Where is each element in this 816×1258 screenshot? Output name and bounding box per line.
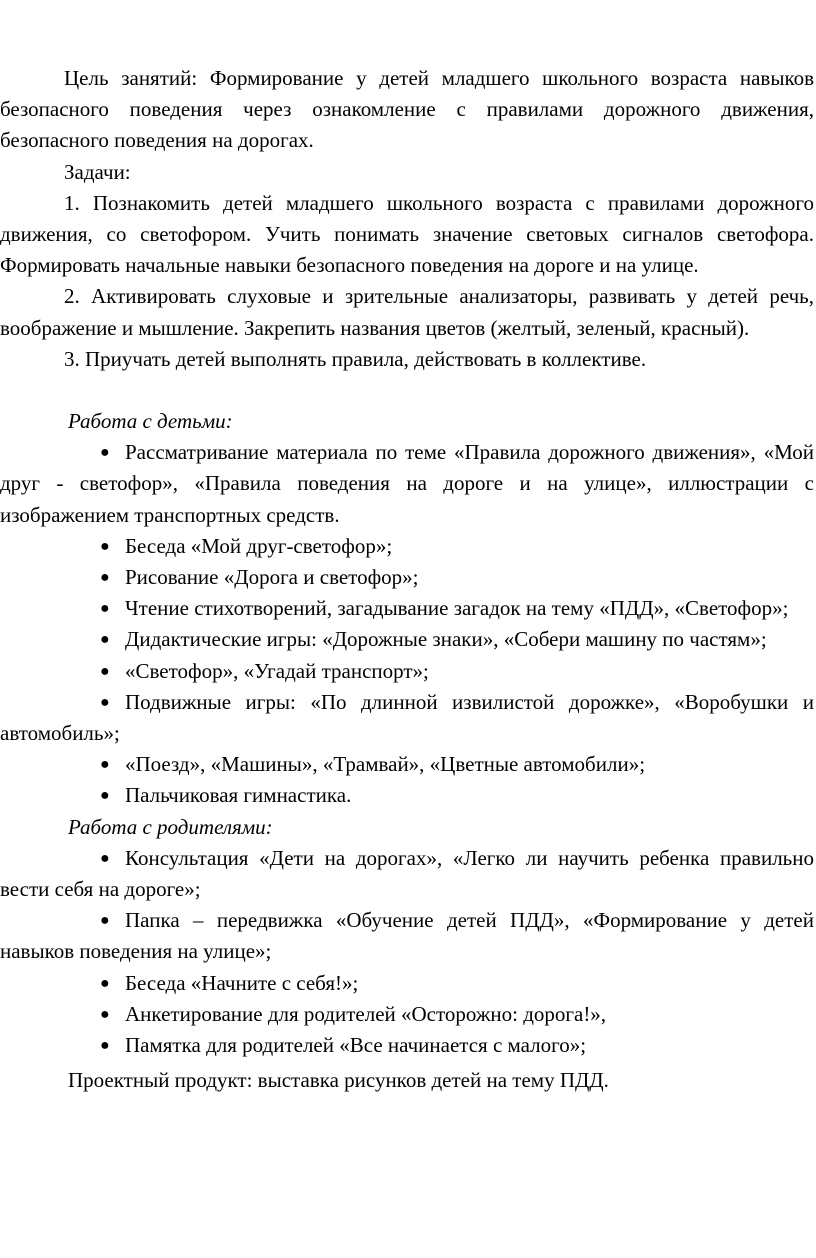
bullet-icon: ● xyxy=(100,537,110,555)
list-item xyxy=(0,749,814,780)
list-item-text: Подвижные игры: «По длинной извилистой дорожке», «Воробушки и автомобиль»; xyxy=(0,689,814,746)
list-item-text: Памятка для родителей «Все начинается с малого»; xyxy=(125,1033,587,1058)
parents-work-heading: Работа с родителями: xyxy=(68,814,273,839)
list-item-text: Беседа «Мой друг-светофор»; xyxy=(125,533,393,558)
list-item xyxy=(0,656,814,687)
list-item xyxy=(0,999,814,1030)
list-item-text: Дидактические игры: «Дорожные знаки», «Собери машину по частям»; xyxy=(125,627,767,652)
bullet-icon: ● xyxy=(100,849,110,867)
list-item-text: «Поезд», «Машины», «Трамвай», «Цветные автомобили»; xyxy=(125,752,646,777)
bullet-icon: ● xyxy=(100,787,110,805)
bullet-icon: ● xyxy=(100,912,110,930)
list-item xyxy=(0,968,814,999)
list-item-text: Папка – передвижка «Обучение детей ПДД», «Формирование у детей навыков поведения на улице»; xyxy=(0,908,814,964)
list-item-text: Беседа «Начните с себя!»; xyxy=(125,970,359,995)
list-item-text: Консультация «Дети на дорогах», «Легко ли научить ребенка правильно вести себя на дороге»; xyxy=(0,845,814,902)
project-product-line: Проектный продукт: выставка рисунков детей на тему ПДД. xyxy=(68,1068,609,1093)
parents-work-list xyxy=(0,843,814,1061)
list-item-text: Чтение стихотворений, загадывание загадок на тему «ПДД», «Светофор»; xyxy=(125,596,789,621)
list-item-text: Пальчиковая гимнастика. xyxy=(125,783,352,808)
list-item xyxy=(0,562,814,593)
list-item xyxy=(0,437,814,531)
bullet-icon: ● xyxy=(100,662,110,680)
goal-label: Цель занятий: xyxy=(64,66,198,90)
list-item xyxy=(0,843,814,905)
bullet-icon: ● xyxy=(100,693,110,711)
list-item xyxy=(0,1030,814,1061)
list-item xyxy=(0,593,814,624)
bullet-icon: ● xyxy=(100,631,110,649)
tasks-heading: Задачи: xyxy=(64,159,131,184)
children-work-heading: Работа с детьми: xyxy=(68,409,233,434)
bullet-icon: ● xyxy=(100,444,110,462)
list-item xyxy=(0,687,814,749)
list-item-text: Рисование «Дорога и светофор»; xyxy=(125,565,419,590)
bullet-icon: ● xyxy=(100,974,110,992)
document-page xyxy=(0,63,814,1097)
list-item-text: Анкетирование для родителей «Осторожно: дорога!», xyxy=(125,1001,607,1026)
list-item xyxy=(0,531,814,562)
goal-paragraph xyxy=(0,63,814,157)
bullet-icon: ● xyxy=(100,756,110,774)
task-item-2: 2. Активировать слуховые и зрительные анализаторы, развивать у детей речь, воображение и мышление. Закрепить названия цветов (желтый, зеленый, красный). xyxy=(0,284,814,340)
list-item xyxy=(0,624,814,655)
bullet-icon: ● xyxy=(100,1005,110,1023)
list-item xyxy=(0,905,814,967)
bullet-icon: ● xyxy=(100,569,110,587)
bullet-icon: ● xyxy=(100,1037,110,1055)
bullet-icon: ● xyxy=(100,600,110,618)
section-gap xyxy=(0,375,814,406)
list-item xyxy=(0,780,814,811)
task-item-1: 1. Познакомить детей младшего школьного возраста с правилами дорожного движения, со светофором. Учить понимать значение световых сигналов светофора. Формировать начальные навыки безопасного поведения на дороге и на улице. xyxy=(0,190,814,278)
children-work-list xyxy=(0,437,814,811)
task-item-3: 3. Приучать детей выполнять правила, действовать в коллективе. xyxy=(64,346,647,371)
goal-text: Формирование у детей младшего школьного возраста навыков безопасного поведения через ознакомление с правилами дорожного движения, безопасного поведения на дорогах. xyxy=(0,66,815,153)
list-item-text: «Светофор», «Угадай транспорт»; xyxy=(125,658,429,683)
list-item-text: Рассматривание материала по теме «Правила дорожного движения», «Мой друг - светофор», «Правила поведения на дороге и на улице», иллюстрации с изображением транспортных средств. xyxy=(0,440,814,527)
